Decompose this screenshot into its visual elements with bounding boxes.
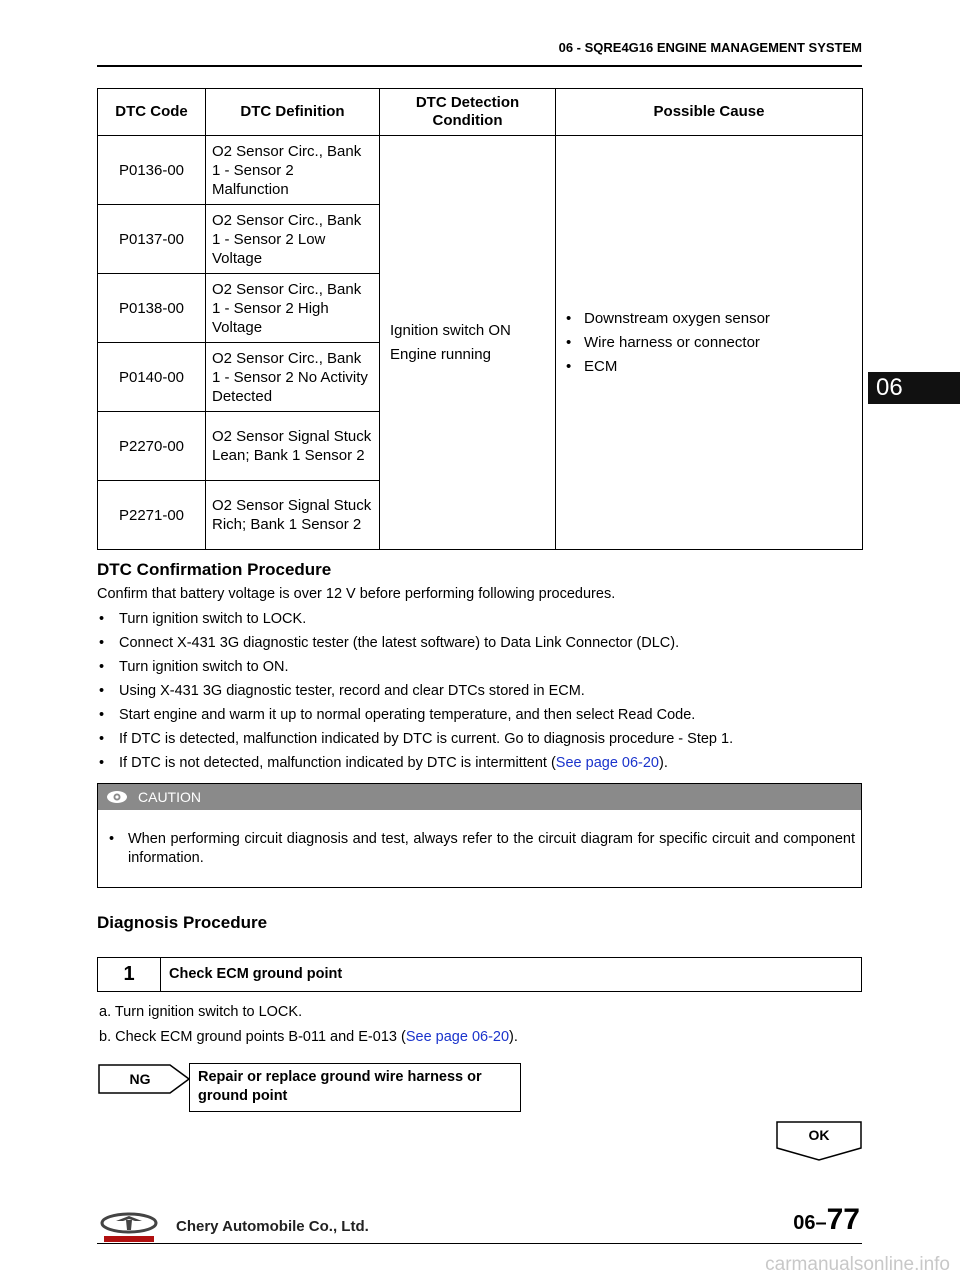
column-header: Possible Cause [556,89,863,136]
footer-divider [97,1243,862,1244]
list-item: • If DTC is detected, malfunction indicated by DTC is current. Go to diagnosis procedure - Step 1. [97,727,733,751]
dtc-code: P0136-00 [98,136,206,205]
dtc-code: P2271-00 [98,481,206,550]
possible-cause [556,136,863,550]
condition-line: Engine running [390,345,491,363]
list-item: • Turn ignition switch to ON. [97,655,733,679]
list-item-text: If DTC is not detected, malfunction indicated by DTC is intermittent ( [119,755,556,771]
watermark: carmanualsonline.info [765,1254,950,1275]
caution-text: When performing circuit diagnosis and test, always refer to the circuit diagram for specific circuit and component information. [128,831,855,866]
table-header-row [98,89,863,136]
dtc-definition: O2 Sensor Circ., Bank 1 - Sensor 2 High Voltage [206,274,380,343]
chery-logo-icon [100,1212,158,1244]
sub-step-b [99,1025,518,1049]
caution-body [98,810,861,868]
list-item: • Turn ignition switch to LOCK. [97,607,733,631]
sub-step-a: a. Turn ignition switch to LOCK. [99,1004,303,1020]
dtc-code: P0137-00 [98,205,206,274]
see-page-link[interactable]: See page 06-20 [555,755,659,771]
table-row [98,136,863,205]
see-page-link[interactable]: See page 06-20 [405,1029,510,1045]
caution-box [97,783,862,888]
list-item: • Using X-431 3G diagnostic tester, record and clear DTCs stored in ECM. [97,679,733,703]
section-tab[interactable]: 06 [868,372,960,404]
ng-label: NG [129,1071,151,1087]
diagnosis-title: Diagnosis Procedure [97,913,268,932]
cause-item: • ECM [566,355,852,379]
page-header-title: 06 - SQRE4G16 ENGINE MANAGEMENT SYSTEM [558,40,862,55]
caution-label: CAUTION [138,789,201,805]
column-header: DTC Detection Condition [380,89,556,136]
dtc-definition: O2 Sensor Signal Stuck Lean; Bank 1 Sensor 2 [206,412,380,481]
dtc-code: P0140-00 [98,343,206,412]
dtc-definition: O2 Sensor Signal Stuck Rich; Bank 1 Sensor 2 [206,481,380,550]
step-title: Check ECM ground point [169,966,343,982]
dtc-code: P2270-00 [98,412,206,481]
page-number-value: 77 [826,1203,860,1236]
detection-condition [380,136,556,550]
dtc-definition: O2 Sensor Circ., Bank 1 - Sensor 2 Low Voltage [206,205,380,274]
confirmation-steps [97,607,733,775]
column-header: DTC Definition [206,89,380,136]
list-item: • Start engine and warm it up to normal operating temperature, and then select Read Code. [97,703,733,727]
list-item: • Connect X-431 3G diagnostic tester (the latest software) to Data Link Connector (DLC). [97,631,733,655]
dtc-table [97,88,863,550]
ng-action-box: Repair or replace ground wire harness or ground point [189,1063,521,1112]
cause-item: • Downstream oxygen sensor [566,307,852,331]
company-name: Chery Automobile Co., Ltd. [176,1218,369,1235]
step-header [97,957,862,992]
eye-icon [106,790,128,804]
dtc-definition: O2 Sensor Circ., Bank 1 - Sensor 2 Malfunction [206,136,380,205]
sub-step-text: b. Check ECM ground points B-011 and E-013 ( [99,1029,406,1045]
page-prefix: 06– [793,1212,827,1234]
column-header: DTC Code [98,89,206,136]
list-item-text: ). [659,755,668,771]
sub-step-text: ). [509,1029,518,1045]
dtc-definition: O2 Sensor Circ., Bank 1 - Sensor 2 No Activity Detected [206,343,380,412]
page-number [793,1203,860,1237]
header-divider [97,65,862,67]
step-number: 1 [98,958,161,991]
condition-line: Ignition switch ON [390,321,511,339]
list-item [97,751,733,775]
ok-label: OK [808,1127,830,1143]
caution-header [98,784,861,810]
confirmation-title: DTC Confirmation Procedure [97,560,332,579]
bullet-icon: • [109,831,115,847]
cause-item: • Wire harness or connector [566,331,852,355]
dtc-code: P0138-00 [98,274,206,343]
confirmation-intro: Confirm that battery voltage is over 12 V before performing following procedures. [97,586,616,602]
